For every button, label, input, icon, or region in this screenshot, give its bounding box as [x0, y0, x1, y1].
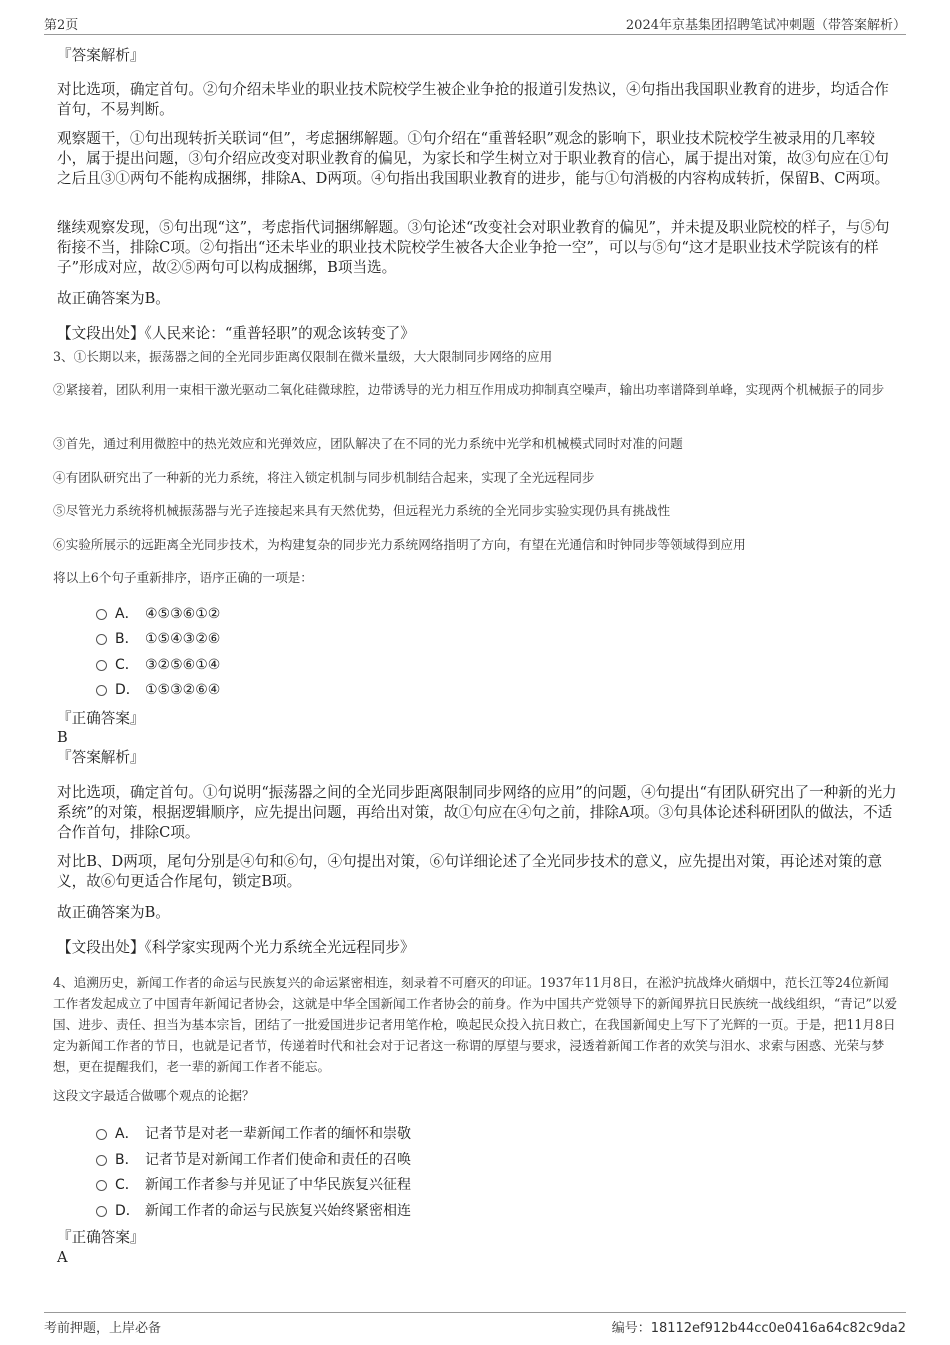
radio-icon[interactable]: [96, 1129, 107, 1140]
radio-icon[interactable]: [96, 685, 107, 696]
q3-question: 将以上6个句子重新排序，语序正确的一项是：: [53, 570, 313, 585]
q4-question: 这段文字最适合做哪个观点的论据？: [53, 1088, 255, 1103]
q3-option-a[interactable]: A． ④⑤③⑥①②: [96, 604, 220, 624]
footer-serial: 编号：18112ef912b44cc0e0416a64c82c9da2: [611, 1321, 906, 1336]
q4-answer-label: 『正确答案』: [57, 1229, 145, 1246]
q2-analysis-paragraph: 观察题干，①句出现转折关联词“但”，考虑捆绑解题。①句介绍在“重普轻职”观念的影响下，职业技术院校学生被录用的几率较小，属于提出问题，③句介绍应改变对职业教育的偏见，为家长和学生树立对于职业教育的信心，属于提出对策，故③句应在①句之后且③①两句不能构成捆绑，排除A、D两项。④句指出我国职业教育的进步，能与①句消极的内容构成转折，保留B、C两项。: [57, 130, 890, 187]
radio-icon[interactable]: [96, 660, 107, 671]
q2-analysis-paragraph: 继续观察发现，⑤句出现“这”，考虑指代词捆绑解题。③句论述“改变社会对职业教育的偏见”，并未提及职业院校的样子，与⑤句衔接不当，排除C项。②句指出“还未毕业的职业技术院校学生被各大企业争抢一空”，可以与⑤句“这才是职业技术学院该有的样子”形成对应，故②⑤两句可以构成捆绑，B项当选。: [57, 219, 890, 276]
q3-option-b[interactable]: B． ①⑤④③②⑥: [96, 629, 220, 649]
q4-answer: A: [57, 1249, 68, 1266]
radio-icon[interactable]: [96, 1180, 107, 1191]
q3-option-d[interactable]: D． ①⑤③②⑥④: [96, 680, 220, 700]
radio-icon[interactable]: [96, 1155, 107, 1166]
q4-option-c[interactable]: C． 新闻工作者参与并见证了中华民族复兴征程: [96, 1175, 411, 1195]
q3-conclusion: 故正确答案为B。: [57, 904, 170, 921]
q3-sentence-2: ②紧接着，团队利用一束相干激光驱动二氧化硅微球腔，边带诱导的光力相互作用成功抑制真空噪声，输出功率谱降到单峰，实现两个机械振子的同步: [53, 382, 885, 397]
q3-option-c[interactable]: C． ③②⑤⑥①④: [96, 655, 220, 675]
q3-sentence-3: ③首先，通过利用微腔中的热光效应和光弹效应，团队解决了在不同的光力系统中光学和机械模式同时对准的问题: [53, 436, 683, 451]
q3-sentence-1: 3、①长期以来，振荡器之间的全光同步距离仅限制在微米量级，大大限制同步网络的应用: [53, 349, 553, 364]
q4-option-b[interactable]: B． 记者节是对新闻工作者们使命和责任的召唤: [96, 1150, 411, 1170]
q4-option-a[interactable]: A． 记者节是对老一辈新闻工作者的缅怀和崇敬: [96, 1124, 411, 1144]
q4-option-d[interactable]: D． 新闻工作者的命运与民族复兴始终紧密相连: [96, 1201, 411, 1221]
q3-sentence-5: ⑤尽管光力系统将机械振荡器与光子连接起来具有天然优势，但远程光力系统的全光同步实验实现仍具有挑战性: [53, 503, 671, 518]
q2-analysis-paragraph: 对比选项，确定首句。②句介绍未毕业的职业技术院校学生被企业争抢的报道引发热议，④句指出我国职业教育的进步，均适合作首句，不易判断。: [57, 81, 889, 118]
page-footer: [44, 1312, 906, 1335]
radio-icon[interactable]: [96, 1206, 107, 1217]
q4-passage: 4、追溯历史，新闻工作者的命运与民族复兴的命运紧密相连，刻录着不可磨灭的印证。1937年11月8日，在淞沪抗战烽火硝烟中，范长江等24位新闻工作者发起成立了中国青年新闻记者协会，这就是中华全国新闻工作者协会的前身。作为中国共产党领导下的新闻界抗日民族统一战线组织，“青记”以爱国、进步、责任、担当为基本宗旨，团结了一批爱国进步记者用笔作枪，唤起民众投入抗日救亡，在我国新闻史上写下了光辉的一页。于是，把11月8日定为新闻工作者的节日，也就是记者节，传递着时代和社会对于记者这一称谓的厚望与要求，浸透着新闻工作者的欢笑与泪水、求索与困惑、光荣与梦想，更在提醒我们，老一辈的新闻工作者不能忘。: [53, 975, 898, 1074]
radio-icon[interactable]: [96, 609, 107, 620]
radio-icon[interactable]: [96, 634, 107, 645]
q3-analysis-paragraph: 对比B、D两项，尾句分别是④句和⑥句，④句提出对策，⑥句详细论述了全光同步技术的意义，应先提出对策，再论述对策的意义，故⑥句更适合作尾句，锁定B项。: [57, 853, 883, 890]
q2-conclusion: 故正确答案为B。: [57, 290, 170, 307]
q2-analysis-label: 『答案解析』: [57, 47, 145, 64]
q3-analysis-paragraph: 对比选项，确定首句。①句说明“振荡器之间的全光同步距离限制同步网络的应用”的问题，④句提出“有团队研究出了一种新的光力系统”的对策，根据逻辑顺序，应先提出问题，再给出对策，故①句应在④句之前，排除A项。③句具体论述科研团队的做法，不适合作首句，排除C项。: [57, 784, 897, 841]
document-title: 2024年京基集团招聘笔试冲刺题（带答案解析）: [625, 18, 906, 33]
q2-source: 【文段出处】《人民来论：“重普轻职”的观念该转变了》: [57, 325, 415, 342]
q3-source: 【文段出处】《科学家实现两个光力系统全光远程同步》: [57, 939, 415, 956]
footer-slogan: 考前押题，上岸必备: [44, 1321, 162, 1336]
q3-sentence-4: ④有团队研究出了一种新的光力系统，将注入锁定机制与同步机制结合起来，实现了全光远程同步: [53, 470, 595, 485]
q3-answer-label: 『正确答案』: [57, 710, 145, 727]
q3-answer: B: [57, 729, 68, 746]
page-number: 第2页: [44, 18, 79, 33]
q3-sentence-6: ⑥实验所展示的远距离全光同步技术，为构建复杂的同步光力系统网络指明了方向，有望在光通信和时钟同步等领域得到应用: [53, 537, 746, 552]
q3-analysis-label: 『答案解析』: [57, 749, 145, 766]
page-header: [44, 10, 906, 35]
